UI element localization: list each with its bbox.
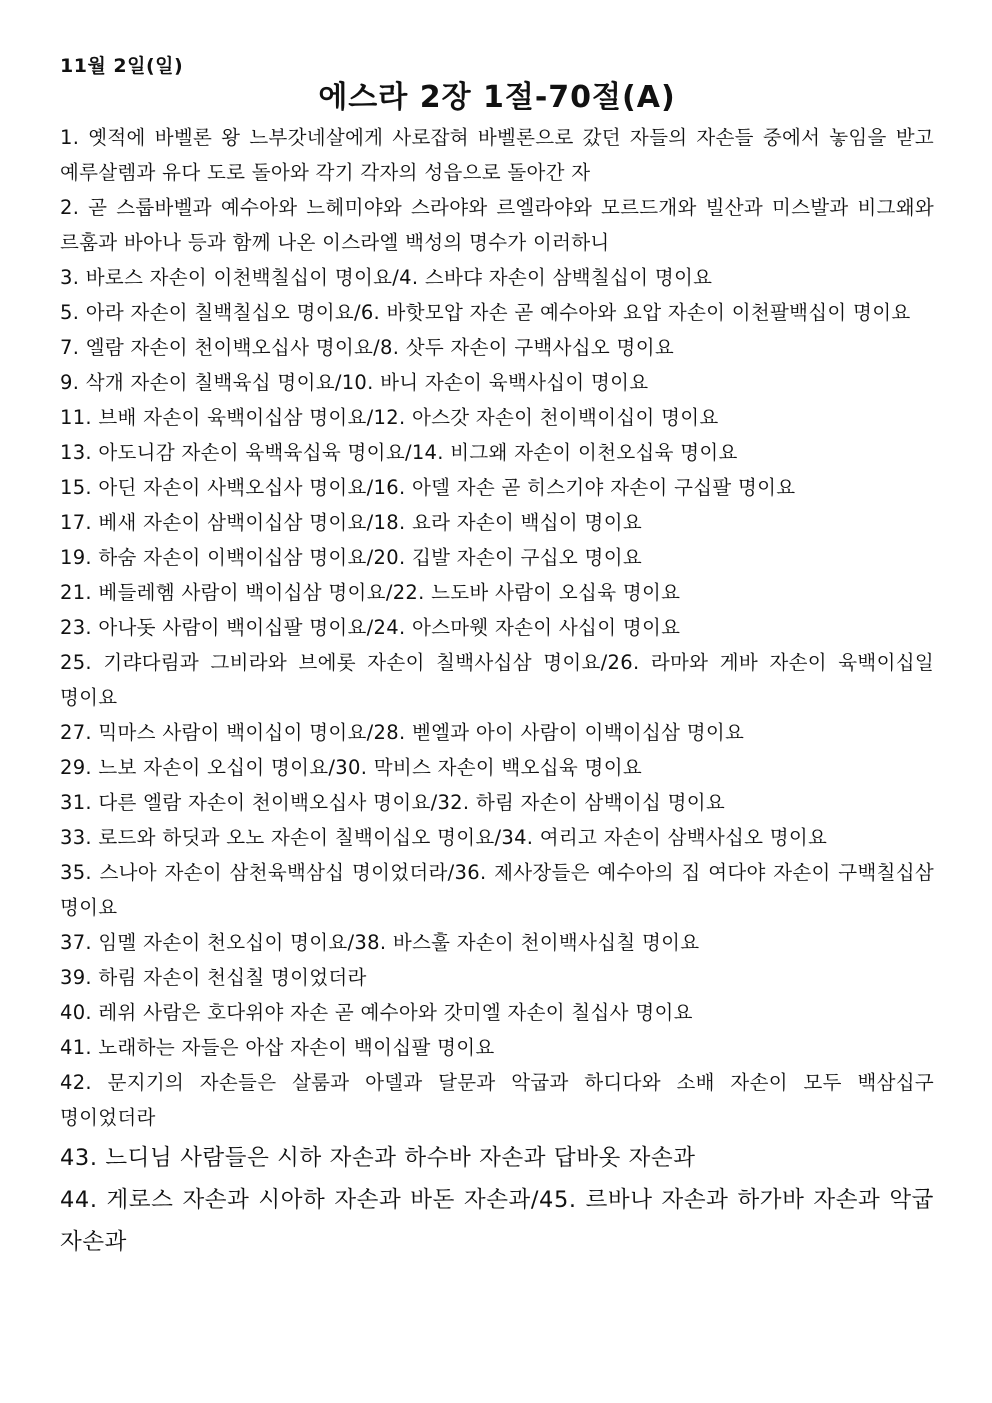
verse-paragraph: 23. 아나돗 사람이 백이십팔 명이요/24. 아스마웻 자손이 사십이 명이요 (60, 616, 681, 639)
verse-paragraph: 25. 기랴다림과 그비라와 브에롯 자손이 칠백사십삼 명이요/26. 라마와 게바 자손이 육백이십일 명이요 (60, 651, 934, 709)
verse-paragraph: 3. 바로스 자손이 이천백칠십이 명이요/4. 스바댜 자손이 삼백칠십이 명이요 (60, 266, 713, 289)
verse-paragraph: 5. 아라 자손이 칠백칠십오 명이요/6. 바핫모압 자손 곧 예수아와 요압 자손이 이천팔백십이 명이요 (60, 301, 911, 324)
verse-paragraph: 29. 느보 자손이 오십이 명이요/30. 막비스 자손이 백오십육 명이요 (60, 756, 642, 779)
verse-paragraph: 31. 다른 엘람 자손이 천이백오십사 명이요/32. 하림 자손이 삼백이십 명이요 (60, 791, 726, 814)
verse-paragraph: 40. 레위 사람은 호다위야 자손 곧 예수아와 갓미엘 자손이 칠십사 명이요 (60, 1001, 693, 1024)
date-heading: 11월 2일(일) (60, 55, 184, 77)
verse-paragraph: 1. 옛적에 바벨론 왕 느부갓네살에게 사로잡혀 바벨론으로 갔던 자들의 자손들 중에서 놓임을 받고 예루살렘과 유다 도로 돌아와 각기 각자의 성읍으로 돌아간 자 (60, 126, 934, 184)
verse-paragraph: 33. 로드와 하딧과 오노 자손이 칠백이십오 명이요/34. 여리고 자손이 삼백사십오 명이요 (60, 826, 828, 849)
verse-paragraph: 41. 노래하는 자들은 아삽 자손이 백이십팔 명이요 (60, 1036, 495, 1059)
verse-paragraph: 21. 베들레헴 사람이 백이십삼 명이요/22. 느도바 사람이 오십육 명이요 (60, 581, 681, 604)
verse-paragraph: 7. 엘람 자손이 천이백오십사 명이요/8. 삿두 자손이 구백사십오 명이요 (60, 336, 674, 359)
verse-paragraph: 39. 하림 자손이 천십칠 명이었더라 (60, 966, 367, 989)
verse-paragraph: 37. 임멜 자손이 천오십이 명이요/38. 바스훌 자손이 천이백사십칠 명이요 (60, 931, 700, 954)
page-title: 에스라 2장 1절-70절(A) (318, 80, 676, 115)
verse-paragraph: 11. 브배 자손이 육백이십삼 명이요/12. 아스갓 자손이 천이백이십이 명이요 (60, 406, 719, 429)
verse-paragraph: 15. 아딘 자손이 사백오십사 명이요/16. 아델 자손 곧 히스기야 자손이 구십팔 명이요 (60, 476, 796, 499)
verse-paragraph: 27. 믹마스 사람이 백이십이 명이요/28. 벧엘과 아이 사람이 이백이십삼 명이요 (60, 721, 745, 744)
verse-paragraph: 35. 스나아 자손이 삼천육백삼십 명이었더라/36. 제사장들은 예수아의 집 여다야 자손이 구백칠십삼 명이요 (60, 861, 934, 919)
verse-paragraph: 9. 삭개 자손이 칠백육십 명이요/10. 바니 자손이 육백사십이 명이요 (60, 371, 649, 394)
verse-paragraph-large: 43. 느디님 사람들은 시하 자손과 하수바 자손과 답바옷 자손과 (60, 1145, 696, 1171)
verse-paragraph: 42. 문지기의 자손들은 살룸과 아델과 달문과 악굽과 하디다와 소배 자손이 모두 백삼십구 명이었더라 (60, 1071, 934, 1129)
verse-paragraph: 17. 베새 자손이 삼백이십삼 명이요/18. 요라 자손이 백십이 명이요 (60, 511, 642, 534)
verse-list (60, 120, 934, 1263)
verse-paragraph: 13. 아도니감 자손이 육백육십육 명이요/14. 비그왜 자손이 이천오십육 명이요 (60, 441, 738, 464)
verse-paragraph: 2. 곧 스룹바벨과 예수아와 느헤미야와 스라야와 르엘라야와 모르드개와 빌산과 미스발과 비그왜와 르훔과 바아나 등과 함께 나온 이스라엘 백성의 명수가 이러하니 (60, 196, 934, 254)
verse-paragraph-large: 44. 게로스 자손과 시아하 자손과 바돈 자손과/45. 르바나 자손과 하가바 자손과 악굽 자손과 (60, 1187, 934, 1255)
verse-paragraph: 19. 하숨 자손이 이백이십삼 명이요/20. 깁발 자손이 구십오 명이요 (60, 546, 642, 569)
